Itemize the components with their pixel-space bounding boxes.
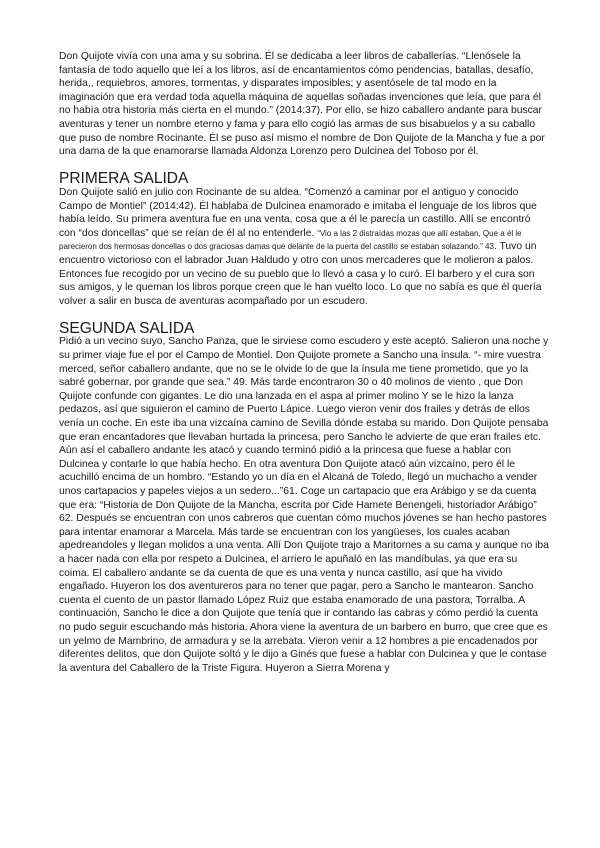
primera-salida-section bbox=[59, 172, 549, 308]
primera-salida-text-a: Don Quijote salió en julio con Rocinante de su aldea. “Comenzó a caminar por el antiguo y conocido Campo de Montiel” (2014:42). Él hablaba de Dulcinea enamorado e imitaba el lenguaje de los libros que había leído. Su primera aventura fue en una venta, cosa que a él le parecía un castillo. Allí se encontró con “dos doncellas” que se reían de él al no entenderle. bbox=[59, 186, 537, 239]
document-page bbox=[59, 50, 549, 675]
primera-salida-heading: PRIMERA SALIDA bbox=[59, 170, 189, 188]
segunda-salida-section bbox=[59, 319, 549, 675]
segunda-salida-paragraph: Pidió a un vecino suyo, Sancho Panza, que le sirviese como escudero y este aceptó. Salieron una noche y su primer viaje fue el por el Campo de Montiel. Don Quijote promete a Sancho una ínsula. “- mire vuestra merced, señor caballero andante, que no se le olvide lo de que la ínsula me tiene prometido, que yo la sabré gobernar, por grande que sea.” 49. Más tarde encontraron 30 o 40 molinos de viento , que Don Quijote confunde con gigantes. Le dio una lanzada en el aspa al primer molino Y se le hizo la lanza pedazos, así que siguieron el camino de Puerto Lápice. Luego vieron venir dos frailes y detrás de ellos venía un coche. En este iba una vizcaína camino de Sevilla dónde estaba su marido. Don Quijote pensaba que eran encantadores que llevaban hurtada la princesa, pero Sancho le advierte de que eran frailes etc. Aún así el caballero andante les atacó y cuando terminó pidió a la princesa que fuese a hablar con Dulcinea y contarle lo que había hecho. En otra aventura Don Quijote atacó aún vizcaíno, pero él le acuchilló encima de un hombro. “Estando yo un día en el Alcaná de Toledo, llegó un muchacho a vender unos cartapacios y papeles viejos a un sedero...”61. Coge un cartapacio que era Arábigo y se da cuenta que era: “Historia de Don Quijote de la Mancha, escrita por Cide Hamete Benengeli, historiador Arábigo” 62. Después se encuentran con unos cabreros que cuentan cómo muchos jóvenes se han hecho pastores para intentar enamorar a Marcela. Más tarde se encuentran con los yangüeses, los cuales acaban apedreandoles y llegan molidos a una venta. Allí Don Quijote trajo a Maritornes a su cama y aunque no iba a hacer nada con ella por respeto a Dulcinea, el arriero le apuñaló en las mandíbulas, ya que era su coima. El caballero andante se da cuenta de que es una venta y nunca castillo, así que ha vivido engañado. Huyeron los dos aventureros para no tener que pagar, pero a Sancho le mantearon. Sancho cuenta el cuento de un pastor llamado López Ruiz que estaba enamorado de una pastora, Torralba. A continuación, Sancho le dice a don Quijote que tenía que ir contando las cabras y cómo perdió la cuenta no pudo seguir escuchando más historia. Ahora viene la aventura de un barbero en burro, que cree que es un yelmo de Mambrino, de armadura y se la arrebata. Vieron venir a 12 hombres a pie encadenados por diferentes delitos, que don Quijote soltó y le dijo a Ginés que fuese a hablar con Dulcinea y que le contase la aventura del Caballero de la Triste Figura. Huyeron a Sierra Morena y bbox=[59, 336, 549, 674]
primera-salida-text-b: . Tuvo un encuentro victorioso con el labrador Juan Haldudo y otro con unos mercaderes que le molieron a palos. Entonces fue recogido por un vecino de su pueblo que lo llevó a casa y lo curó. El barbero y el cura son sus amigos, y le queman los libros porque creen que le han vuelto loco. Lo que no sabía es que él quería volver a salir en busca de aventuras acompañado por un escudero. bbox=[59, 241, 542, 307]
primera-salida-quote: “Vio a las 2 distraídas mozas que allí estaban, Que a él le parecieron dos hermosas doncellas o dos graciosas damas que delante de la puerta del castillo se estaban solazando.” 43 bbox=[59, 228, 522, 252]
intro-paragraph: Don Quijote vivía con una ama y su sobrina. Él se dedicaba a leer libros de caballerías. “Llenósele la fantasía de todo aquello que leí a los libros, así de encantamientos cómo pendencias, batallas, desafío, herida,, requiebros, amores, tormentas, y disparates imposibles; y asentósele de tal modo en la imaginación que era verdad toda aquella máquina de aquellas soñadas invenciones que leía, que para él no había otra historia más cierta en el mundo.” (2014:37). Por ello, se hizo caballero andante para buscar aventuras y tener un nombre eterno y fama y para ello cogió las armas de sus bisabuelos y a su caballo que puso de nombre Rocinante. Él se puso así mismo el nombre de Don Quijote de la Mancha y fue a por una dama de la que enamorarse llamada Aldonza Lorenzo pero Dulcinea del Toboso por él. bbox=[59, 51, 545, 158]
segunda-salida-heading: SEGUNDA SALIDA bbox=[59, 319, 195, 337]
primera-salida-paragraph bbox=[59, 186, 549, 308]
